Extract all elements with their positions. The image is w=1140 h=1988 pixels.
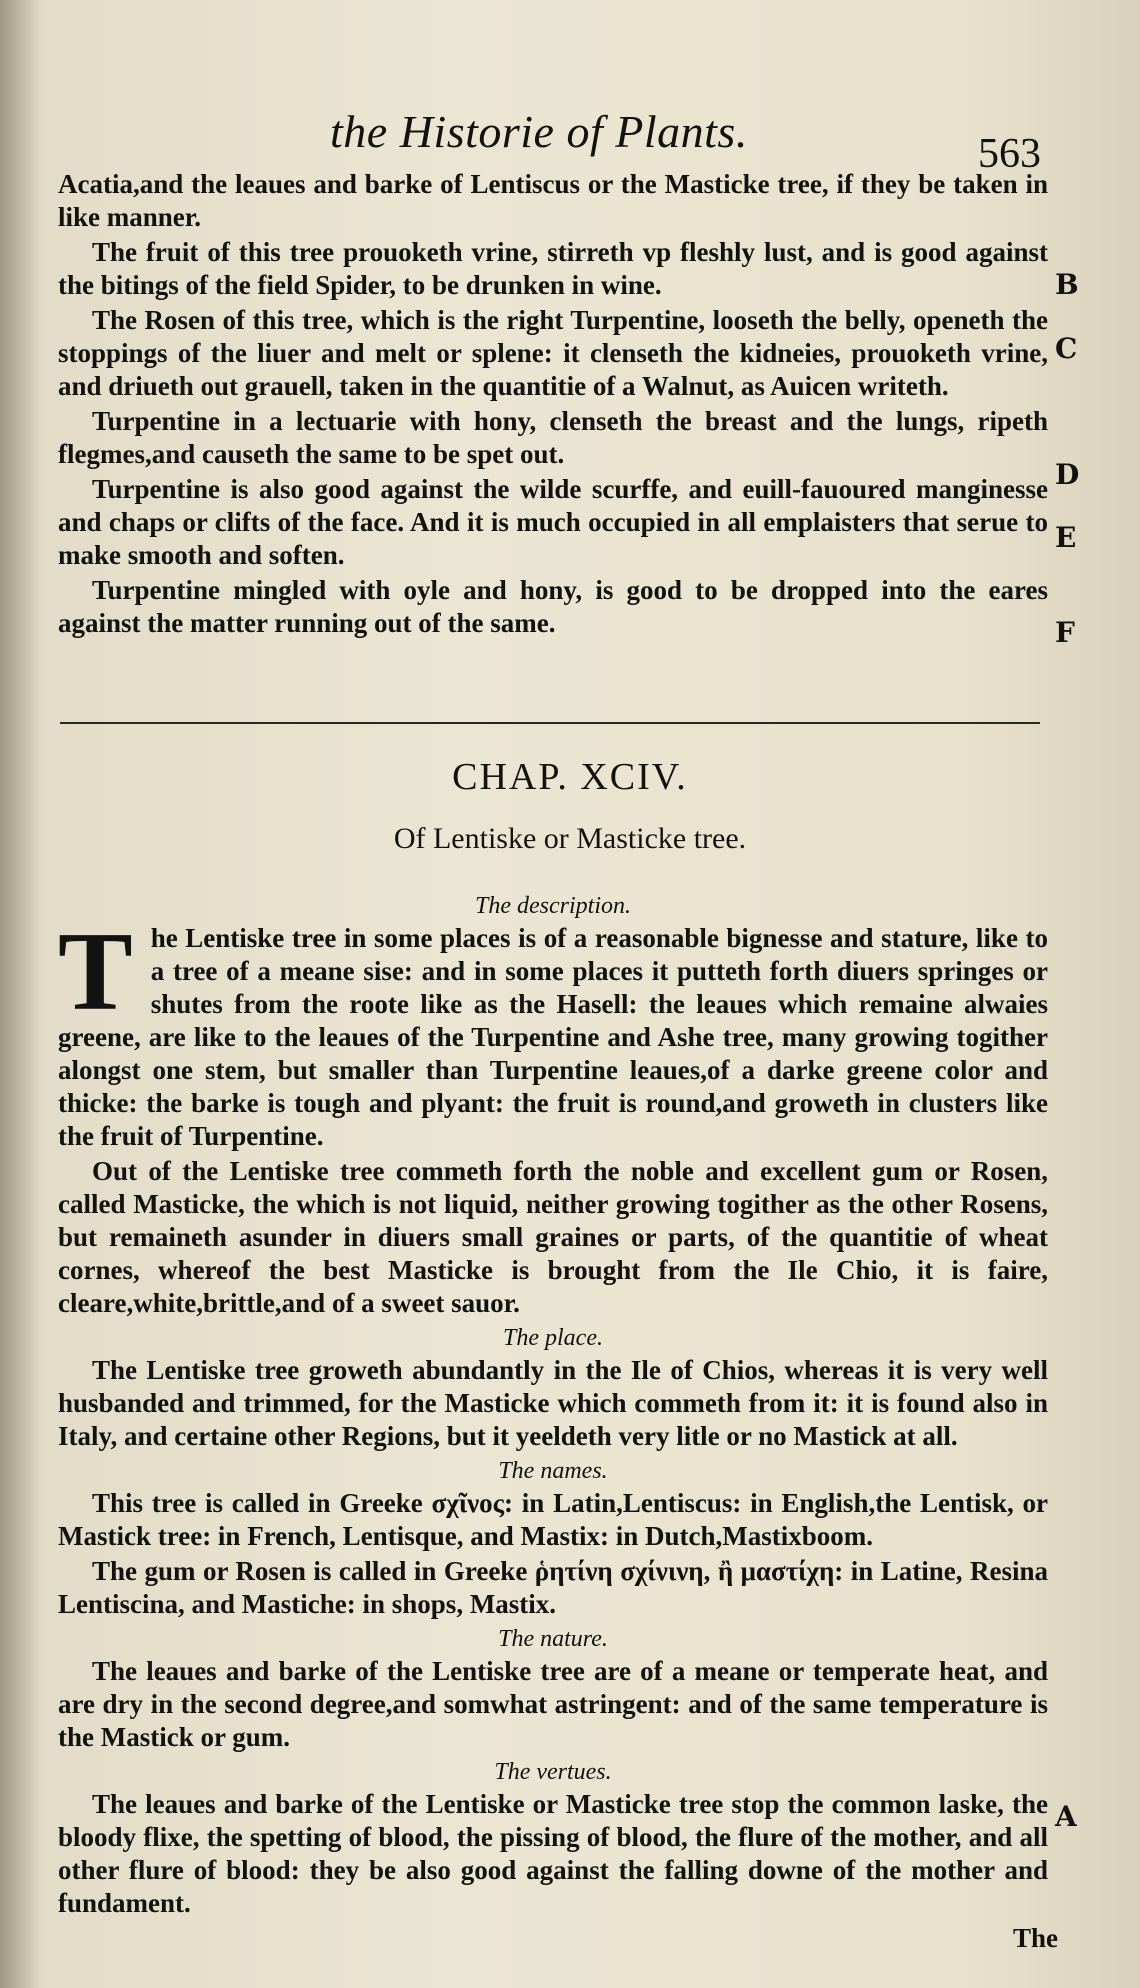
section-heading-nature: The nature.: [498, 1626, 608, 1652]
chapter-divider-rule: [60, 722, 1040, 724]
running-head: the Historie of Plants.: [330, 106, 748, 157]
margin-letter: C: [1055, 332, 1078, 365]
section-heading-names: The names.: [498, 1458, 608, 1484]
page-number: 563: [978, 131, 1041, 177]
chapter-subtitle: Of Lentiske or Masticke tree.: [393, 822, 747, 855]
paragraph: The Rosen of this tree, which is the right Turpentine, looseth the belly, openeth the stoppings of the liuer and melt or splene: it clenseth the kidneies, prouoketh vrine, and driueth out grauell, taken in the quantitie of a Walnut, as Auicen writeth.: [58, 305, 1048, 401]
catchword: The: [1012, 1923, 1058, 1953]
section-heading-place: The place.: [503, 1325, 603, 1351]
paragraph: The leaues and barke of the Lentiske or Masticke tree stop the common laske, the bloody flixe, the spetting of blood, the pissing of blood, the flure of the mother, and all other flure of blood: they be also good against the falling downe of the mother and fundament.: [58, 1789, 1048, 1918]
paragraph: Turpentine is also good against the wilde scurffe, and euill-fauoured manginesse and chaps or clifts of the face. And it is much occupied in all emplaisters that serue to make smooth and soften.: [58, 474, 1048, 570]
margin-letter: F: [1055, 616, 1075, 649]
chapter-title: CHAP. XCIV.: [452, 756, 688, 798]
paragraph: Out of the Lentiske tree commeth forth the noble and excellent gum or Rosen, called Masticke, the which is not liquid, neither growing togither as the other Rosens, but remaineth asunder in diuers small graines or parts, of the quantitie of wheat cornes, whereof the best Masticke is brought from the Ile Chio, it is faire, cleare,white,brittle,and of a sweet sauor.: [58, 1156, 1048, 1318]
drop-capital: T: [58, 910, 133, 1034]
paragraph: Turpentine mingled with oyle and hony, is good to be dropped into the eares against the matter running out of the same.: [58, 575, 1048, 638]
gutter-shadow: [0, 0, 40, 1988]
paragraph: The fruit of this tree prouoketh vrine, stirreth vp fleshly lust, and is good against the bitings of the field Spider, to be drunken in wine.: [58, 237, 1048, 300]
paragraph: The Lentiske tree groweth abundantly in the Ile of Chios, whereas it is very well husbanded and trimmed, for the Masticke which commeth from it: it is found also in Italy, and certaine other Regions, but it yeeldeth very litle or no Mastick at all.: [58, 1355, 1048, 1451]
previous-chapter-text: [58, 168, 1048, 642]
margin-letter: E: [1055, 521, 1077, 554]
margin-letter: B: [1055, 268, 1079, 301]
description-first-paragraph: [58, 910, 1048, 1153]
chapter-body: [58, 888, 1058, 1955]
section-heading-description: The description.: [475, 893, 631, 919]
section-heading-vertues: The vertues.: [494, 1759, 612, 1785]
margin-letter: A: [1055, 1800, 1077, 1833]
paragraph: The leaues and barke of the Lentiske tree are of a meane or temperate heat, and are dry in the second degree,and somwhat astringent: and of the same temperature is the Mastick or gum.: [58, 1656, 1048, 1752]
paragraph: Acatia,and the leaues and barke of Lentiscus or the Masticke tree, if they be taken in like manner.: [58, 169, 1048, 232]
paragraph: The gum or Rosen is called in Greeke ῥητίνη σχίνινη, ἢ μαστίχη: in Latine, Resina Lentiscina, and Mastiche: in shops, Mastix.: [58, 1556, 1048, 1619]
paragraph: This tree is called in Greeke σχῖνος: in Latin,Lentiscus: in English,the Lentisk, or Mastick tree: in French, Lentisque, and Mastix: in Dutch,Mastixboom.: [58, 1488, 1048, 1551]
margin-letter: D: [1055, 458, 1080, 491]
paragraph: he Lentiske tree in some places is of a reasonable bignesse and stature, like to a tree of a meane sise: and in some places it putteth forth diuers springes or shutes from the roote like as the Hasell: the leaues which remaine alwaies greene, are like to the leaues of the Turpentine and Ashe tree, many growing togither alongst one stem, but smaller than Turpentine leaues,of a darke greene color and thicke: the barke is tough and plyant: the fruit is round,and groweth in clusters like the fruit of Turpentine.: [58, 923, 1048, 1151]
paragraph: Turpentine in a lectuarie with hony, clenseth the breast and the lungs, ripeth flegmes,and causeth the same to be spet out.: [58, 406, 1048, 469]
